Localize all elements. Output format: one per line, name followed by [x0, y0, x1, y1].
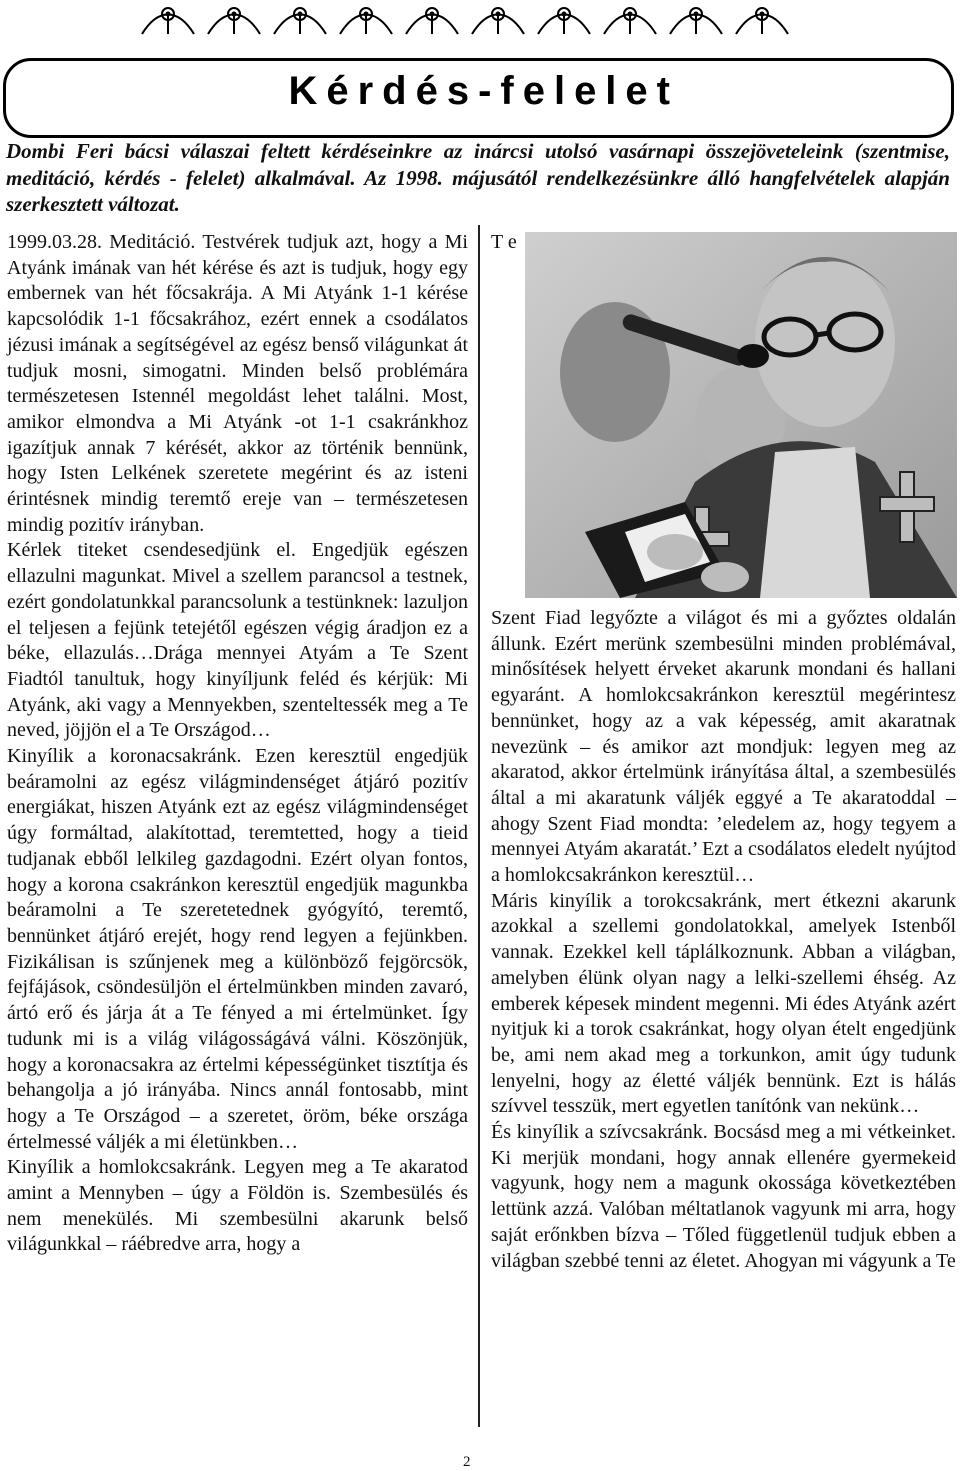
page-title: Kérdés-felelet: [288, 69, 679, 113]
column-divider: [478, 225, 480, 1427]
left-paragraph: Kinyílik a homlokcsakránk. Legyen meg a Te akaratod amint a Mennyben – úgy a Földön is. Szembesülés és nem menekülés. Mi szembesülni akarunk belső világunkkal – ráébredve arra, hogy a: [7, 1156, 468, 1256]
right-paragraph: Máris kinyílik a torokcsakránk, mert étkezni akarunk azokkal a szellemi gondolatokkal, amelyek Istenből vannak. Ezekkel kell táplálkoznunk. Abban a világban, amelyben élünk olyan nagy a lelki-szellemi éhség. Az emberek képesek mindent megenni. Mi édes Atyánk azért nyitjuk ki a torok csakránkat, hogy olyan ételt engedjünk be, ami nem akad meg a torkunkon, amit úgy tudunk lenyelni, hogy az életté váljék bennünk. Ezt is hálás szívvel tesszük, mert egyetlen tanítónk van nekünk…: [491, 889, 956, 1118]
photo-label: T e: [491, 231, 517, 253]
left-paragraph: Kérlek titeket csendesedjünk el. Engedjük egészen ellazulni magunkat. Mivel a szellem parancsol a testnek, ezért gondolatunkkal parancsolunk a testünknek: lazuljon el teljesen a fejünk tetejétől egészen végig áradjon ez a béke, ellazulás…Drága mennyei Atyám a Te Szent Fiadtól tanultuk, hogy kinyíljunk feléd és kérjük: Mi Atyánk, aki vagy a Mennyekben, szenteltessék meg a Te neved, jöjjön el a Te Országod…: [7, 539, 468, 742]
right-paragraph: És kinyílik a szívcsakránk. Bocsásd meg a mi vétkeinket. Ki merjük mondani, hogy annak ellenére gyermekeid vagyunk, hogy nem a magunk okossága következtében lettünk azzá. Valóban méltatlanok vagyunk mi arra, hogy saját erőnkben bízva – Tőled függetlenül tudjuk ebben a világban szebbé tenni az életet. Ahogyan mi vágyunk a Te: [491, 1121, 956, 1272]
priest-reading-book-photo: [525, 232, 957, 598]
right-paragraph: Szent Fiad legyőzte a világot és mi a győztes oldalán állunk. Ezért merünk szembesülni minden problémával, minősítések helyett érveket akarunk mondani és hallani egyaránt. A homlokcsakránkon keresztül megérintesz bennünket, hogy az a vak képesség, amit akaratnak nevezünk – és amikor azt mondjuk: legyen meg az akaratod, akkor értelmünk irányítása által, a szembesülés által a mi akaratunk váljék eggyé a Te akaratoddal – ahogy Szent Fiad mondta: ’eledelem az, hogy tegyem a mennyei Atyám akaratát.’ Ezt a csodálatos eledelt nyújtod a homlokcsakránkon keresztül…: [491, 607, 956, 887]
left-paragraph: Kinyílik a koronacsakránk. Ezen keresztül engedjük beáramolni az egész világmindenséget átjáró pozitív energiákat, hiszen Atyánk ezt az egész világmindenséget úgy formáltad, alakítottad, teremtetted, hogy a tieid tudjanak ebből lelkileg gazdagodni. Ezért olyan fontos, hogy a korona csakránkon keresztül engedjük magunkba beáramolni a Te szeretetednek gyógyító, teremtő, bennünket átjáró erejét, hogy rend legyen a fejünkben. Fizikálisan is szűnjenek meg a különböző fejgörcsök, fejfájások, csöndesüljön el értelmünkben minden zavaró, ártó erő és járja át a Te fényed a mi értelmünket. Így tudunk mi is a világ világosságává válni. Köszönjük, hogy a koronacsakra az értelmi képességünket tisztítja és behangolja a jó irányába. Nincs annál fontosabb, mint hogy a Te Országod – a szeretet, öröm, béke országa értelmessé váljék a mi életünkben…: [7, 745, 468, 1153]
right-column: [491, 606, 956, 1274]
left-column: [7, 230, 468, 1258]
intro-paragraph: Dombi Feri bácsi válaszai feltett kérdéseinkre az inárcsi utolsó vasárnapi összejöveteleink (szentmise, meditáció, kérdés - felelet) alkalmával. Az 1998. májusától rendelkezésünkre álló hangfelvételek alapján szerkesztett változat.: [6, 139, 950, 217]
floral-border-ornament: [138, 4, 798, 38]
title-box: [3, 58, 954, 138]
left-paragraph: 1999.03.28. Meditáció. Testvérek tudjuk azt, hogy a Mi Atyánk imának van hét kérése és azt is tudjuk, hogy egy embernek van hét főcsakrája. A Mi Atyánk 1-1 kérése kapcsolódik 1-1 főcsakrához, ezért ennek a csodálatos jézusi imának a segítségével az egész benső világunkat át tudjuk mosni, simogatni. Minden belső problémára természetesen Istennél megoldást lehet találni. Most, amikor elmondva a Mi Atyánk -ot 1-1 csakránkhoz igazítjuk annak 7 kérését, akkor az történik bennünk, hogy Isten Lelkének szeretete megérint és az isteni érintésnek mindig teremtő ereje van – természetesen mindig pozitív irányban.: [7, 231, 468, 536]
page-number: 2: [463, 1454, 471, 1470]
